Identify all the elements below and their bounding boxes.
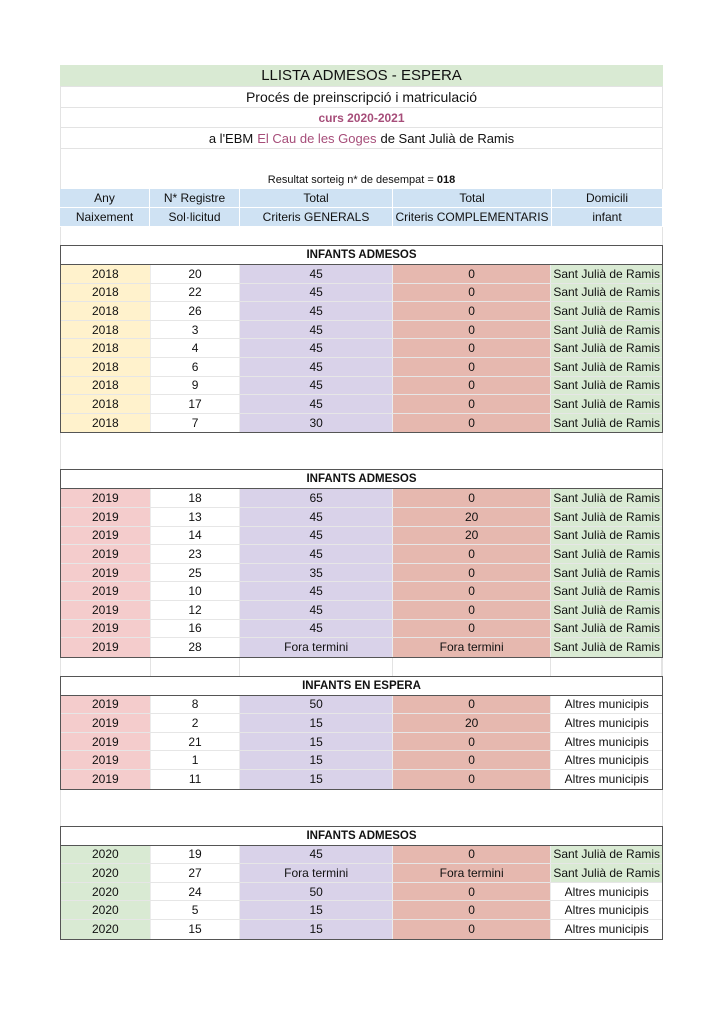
cell-criteria-complementaris: Fora termini <box>393 638 551 657</box>
spacer-row <box>60 227 663 245</box>
table-row <box>61 696 662 715</box>
cell-birth-year: 2019 <box>61 527 151 545</box>
blank-row <box>60 149 663 171</box>
cell-criteria-complementaris: 0 <box>393 883 551 901</box>
cell-birth-year: 2018 <box>61 302 151 320</box>
cell-domicile: Sant Julià de Ramis <box>553 378 661 393</box>
cell-criteria-generals: 45 <box>240 302 393 320</box>
section-title: INFANTS EN ESPERA <box>302 679 421 692</box>
cell-birth-year: 2018 <box>61 321 151 339</box>
cell-domicile: Sant Julià de Ramis <box>551 414 662 433</box>
cell-domicile: Sant Julià de Ramis <box>553 491 661 506</box>
sections-container <box>60 245 663 940</box>
cell-birth-year: 2019 <box>61 696 151 714</box>
cell-domicile: Sant Julià de Ramis <box>553 341 661 356</box>
table-row <box>61 265 662 284</box>
cell-registration-number: 3 <box>151 321 241 339</box>
cell-criteria-complementaris: 0 <box>393 414 551 433</box>
cell-registration-number: 4 <box>151 339 241 357</box>
cell-criteria-generals: 45 <box>240 358 393 376</box>
cell-birth-year: 2019 <box>61 714 151 732</box>
cell-domicile: Sant Julià de Ramis <box>553 322 661 337</box>
cell-domicile: Sant Julià de Ramis <box>553 359 661 374</box>
cell-registration-number: 24 <box>151 883 241 901</box>
col-header-domicili: Domicili <box>552 189 663 207</box>
table-row <box>61 489 662 508</box>
cell-registration-number: 7 <box>151 414 241 433</box>
table-row <box>61 377 662 396</box>
empty-cell <box>551 658 662 676</box>
table-row <box>61 638 662 657</box>
col-header-any: Any <box>60 189 150 207</box>
empty-cell <box>240 658 392 676</box>
cell-birth-year: 2018 <box>61 414 151 433</box>
column-header-row-2 <box>60 208 663 227</box>
cell-registration-number: 8 <box>151 696 241 714</box>
cell-registration-number: 13 <box>151 508 241 526</box>
cell-registration-number: 26 <box>151 302 241 320</box>
cell-criteria-complementaris: 0 <box>393 846 551 864</box>
cell-domicile: Sant Julià de Ramis <box>553 303 661 318</box>
cell-registration-number: 19 <box>151 846 241 864</box>
cell-criteria-complementaris: 0 <box>393 696 551 714</box>
cell-registration-number: 21 <box>151 733 241 751</box>
cell-criteria-complementaris: 20 <box>393 714 551 732</box>
cell-birth-year: 2020 <box>61 864 151 882</box>
school-prefix: a l'EBM <box>208 130 254 146</box>
cell-criteria-complementaris: 0 <box>393 901 551 919</box>
table-row <box>61 751 662 770</box>
cell-domicile: Sant Julià de Ramis <box>553 528 661 543</box>
spacer-row <box>60 790 663 826</box>
cell-birth-year: 2020 <box>61 920 151 939</box>
cell-birth-year: 2018 <box>61 284 151 302</box>
cell-domicile: Sant Julià de Ramis <box>553 602 661 617</box>
cell-criteria-generals: 15 <box>240 920 393 939</box>
cell-birth-year: 2019 <box>61 638 151 657</box>
table-row <box>61 864 662 883</box>
cell-domicile: Altres municipis <box>551 751 662 769</box>
table-row <box>61 284 662 303</box>
cell-criteria-generals: 15 <box>240 751 393 769</box>
cell-criteria-generals: Fora termini <box>240 864 393 882</box>
cell-domicile: Sant Julià de Ramis <box>553 847 661 862</box>
cell-registration-number: 14 <box>151 527 241 545</box>
cell-criteria-complementaris: 0 <box>393 395 551 413</box>
col-header-total-generals: Total <box>240 189 393 207</box>
cell-registration-number: 28 <box>151 638 241 657</box>
cell-domicile: Sant Julià de Ramis <box>553 546 661 561</box>
cell-registration-number: 9 <box>151 377 241 395</box>
cell-criteria-generals: 45 <box>240 339 393 357</box>
cell-registration-number: 2 <box>151 714 241 732</box>
cell-birth-year: 2018 <box>61 358 151 376</box>
spreadsheet <box>60 65 663 940</box>
cell-criteria-generals: 45 <box>240 601 393 619</box>
cell-criteria-generals: 50 <box>240 883 393 901</box>
cell-birth-year: 2019 <box>61 620 151 638</box>
school-row <box>60 128 663 149</box>
cell-criteria-generals: 45 <box>240 321 393 339</box>
cell-criteria-complementaris: 0 <box>393 545 551 563</box>
cell-domicile: Sant Julià de Ramis <box>553 509 661 524</box>
cell-registration-number: 5 <box>151 901 241 919</box>
cell-domicile: Altres municipis <box>551 920 662 939</box>
cell-birth-year: 2019 <box>61 489 151 507</box>
cell-registration-number: 25 <box>151 564 241 582</box>
section-1 <box>60 245 663 433</box>
cell-criteria-complementaris: 0 <box>393 489 551 507</box>
cell-criteria-complementaris: 0 <box>393 582 551 600</box>
cell-criteria-generals: 45 <box>240 395 393 413</box>
cell-criteria-complementaris: 0 <box>393 302 551 320</box>
cell-birth-year: 2020 <box>61 883 151 901</box>
cell-domicile: Sant Julià de Ramis <box>553 285 661 300</box>
cell-criteria-generals: 45 <box>240 377 393 395</box>
cell-registration-number: 6 <box>151 358 241 376</box>
cell-criteria-generals: 45 <box>240 265 393 283</box>
cell-domicile: Sant Julià de Ramis <box>553 266 661 281</box>
cell-domicile: Sant Julià de Ramis <box>553 565 661 580</box>
cell-criteria-complementaris: 0 <box>393 321 551 339</box>
column-header-row-1 <box>60 189 663 208</box>
table-row <box>61 395 662 414</box>
cell-birth-year: 2019 <box>61 601 151 619</box>
table-row <box>61 564 662 583</box>
section-title-row <box>61 677 662 696</box>
cell-criteria-generals: 15 <box>240 770 393 789</box>
table-row <box>61 770 662 789</box>
draw-result-value: 018 <box>436 174 456 186</box>
table-row <box>61 545 662 564</box>
cell-birth-year: 2019 <box>61 582 151 600</box>
cell-birth-year: 2019 <box>61 545 151 563</box>
cell-criteria-complementaris: 0 <box>393 284 551 302</box>
table-row <box>61 414 662 433</box>
cell-birth-year: 2018 <box>61 377 151 395</box>
page-title: LLISTA ADMESOS - ESPERA <box>261 67 462 84</box>
cell-criteria-complementaris: 0 <box>393 601 551 619</box>
section-title-row <box>61 827 662 846</box>
table-row <box>61 620 662 639</box>
cell-criteria-complementaris: 0 <box>393 358 551 376</box>
cell-criteria-complementaris: 0 <box>393 620 551 638</box>
empty-cell <box>393 658 551 676</box>
cell-criteria-generals: 45 <box>240 846 393 864</box>
cell-criteria-complementaris: 0 <box>393 770 551 789</box>
table-row <box>61 302 662 321</box>
table-row <box>61 321 662 340</box>
section-3 <box>60 676 663 790</box>
cell-criteria-generals: 35 <box>240 564 393 582</box>
cell-criteria-generals: 45 <box>240 284 393 302</box>
cell-criteria-generals: 45 <box>240 508 393 526</box>
draw-result-label: Resultat sorteig n* de desempat = <box>267 174 434 186</box>
cell-domicile: Altres municipis <box>551 733 662 751</box>
cell-birth-year: 2018 <box>61 395 151 413</box>
cell-criteria-complementaris: 20 <box>393 527 551 545</box>
table-row <box>61 339 662 358</box>
cell-domicile: Altres municipis <box>551 901 662 919</box>
table-row <box>61 358 662 377</box>
title-row <box>60 65 663 87</box>
course-row <box>60 108 663 128</box>
col-header-registre: N* Registre <box>150 189 240 207</box>
cell-criteria-generals: 45 <box>240 527 393 545</box>
cell-criteria-complementaris: Fora termini <box>393 864 551 882</box>
section-title-row <box>61 246 662 265</box>
cell-criteria-generals: 45 <box>240 545 393 563</box>
cell-domicile: Sant Julià de Ramis <box>553 396 661 411</box>
cell-registration-number: 1 <box>151 751 241 769</box>
col-header-criteris-generals: Criteris GENERALS <box>240 208 393 226</box>
cell-criteria-generals: Fora termini <box>240 638 393 657</box>
cell-birth-year: 2019 <box>61 508 151 526</box>
table-row <box>61 527 662 546</box>
cell-registration-number: 27 <box>151 864 241 882</box>
cell-criteria-generals: 45 <box>240 582 393 600</box>
empty-cell <box>151 658 241 676</box>
table-row <box>61 733 662 752</box>
cell-criteria-complementaris: 0 <box>393 377 551 395</box>
cell-registration-number: 17 <box>151 395 241 413</box>
cell-criteria-generals: 15 <box>240 733 393 751</box>
cell-registration-number: 20 <box>151 265 241 283</box>
empty-cell <box>61 658 151 676</box>
cell-registration-number: 15 <box>151 920 241 939</box>
cell-domicile: Altres municipis <box>551 883 662 901</box>
cell-criteria-generals: 45 <box>240 620 393 638</box>
cell-criteria-complementaris: 20 <box>393 508 551 526</box>
cell-registration-number: 10 <box>151 582 241 600</box>
col-header-naixement: Naixement <box>60 208 150 226</box>
draw-result <box>61 171 662 189</box>
table-row <box>61 714 662 733</box>
table-row <box>61 601 662 620</box>
cell-registration-number: 16 <box>151 620 241 638</box>
course-label: curs 2020-2021 <box>318 110 405 125</box>
school-line <box>61 128 662 148</box>
section-2 <box>60 469 663 657</box>
subtitle-row <box>60 87 663 108</box>
cell-criteria-complementaris: 0 <box>393 920 551 939</box>
cell-birth-year: 2019 <box>61 751 151 769</box>
col-header-sollicitud: Sol·licitud <box>150 208 240 226</box>
section-title: INFANTS ADMESOS <box>306 473 417 486</box>
section-title: INFANTS ADMESOS <box>306 249 417 261</box>
table-row <box>61 901 662 920</box>
cell-registration-number: 18 <box>151 489 241 507</box>
cell-birth-year: 2020 <box>61 846 151 864</box>
cell-criteria-generals: 15 <box>240 901 393 919</box>
section-title: INFANTS ADMESOS <box>306 829 417 842</box>
draw-result-row <box>60 171 663 189</box>
cell-criteria-complementaris: 0 <box>393 265 551 283</box>
cell-domicile: Altres municipis <box>551 770 662 789</box>
table-row <box>61 920 662 939</box>
cell-birth-year: 2019 <box>61 564 151 582</box>
page-subtitle: Procés de preinscripció i matriculació <box>245 89 478 105</box>
cell-domicile: Altres municipis <box>551 696 662 714</box>
cell-birth-year: 2018 <box>61 265 151 283</box>
table-row <box>61 508 662 527</box>
cell-criteria-generals: 65 <box>240 489 393 507</box>
cell-registration-number: 12 <box>151 601 241 619</box>
cell-registration-number: 22 <box>151 284 241 302</box>
cell-birth-year: 2020 <box>61 901 151 919</box>
cell-criteria-complementaris: 0 <box>393 751 551 769</box>
school-name: El Cau de les Goges <box>257 130 377 146</box>
col-header-infant: infant <box>552 208 663 226</box>
cell-criteria-generals: 50 <box>240 696 393 714</box>
cell-criteria-complementaris: 0 <box>393 733 551 751</box>
cell-criteria-generals: 30 <box>240 414 393 433</box>
table-row <box>61 582 662 601</box>
cell-criteria-complementaris: 0 <box>393 564 551 582</box>
school-suffix: de Sant Julià de Ramis <box>380 130 515 146</box>
cell-domicile: Sant Julià de Ramis <box>553 621 661 636</box>
table-row <box>61 883 662 902</box>
cell-domicile: Sant Julià de Ramis <box>551 638 662 657</box>
cell-registration-number: 11 <box>151 770 241 789</box>
cell-criteria-generals: 15 <box>240 714 393 732</box>
cell-birth-year: 2019 <box>61 770 151 789</box>
spacer-row <box>60 658 663 676</box>
col-header-total-complementaris: Total <box>393 189 552 207</box>
cell-birth-year: 2019 <box>61 733 151 751</box>
cell-criteria-complementaris: 0 <box>393 339 551 357</box>
cell-domicile: Altres municipis <box>551 714 662 732</box>
section-title-row <box>61 470 662 489</box>
cell-domicile: Sant Julià de Ramis <box>553 866 661 881</box>
col-header-criteris-complementaris: Criteris COMPLEMENTARIS <box>393 208 552 226</box>
section-4 <box>60 826 663 940</box>
spacer-row <box>60 433 663 469</box>
cell-registration-number: 23 <box>151 545 241 563</box>
cell-birth-year: 2018 <box>61 339 151 357</box>
cell-domicile: Sant Julià de Ramis <box>553 584 661 599</box>
table-row <box>61 846 662 865</box>
